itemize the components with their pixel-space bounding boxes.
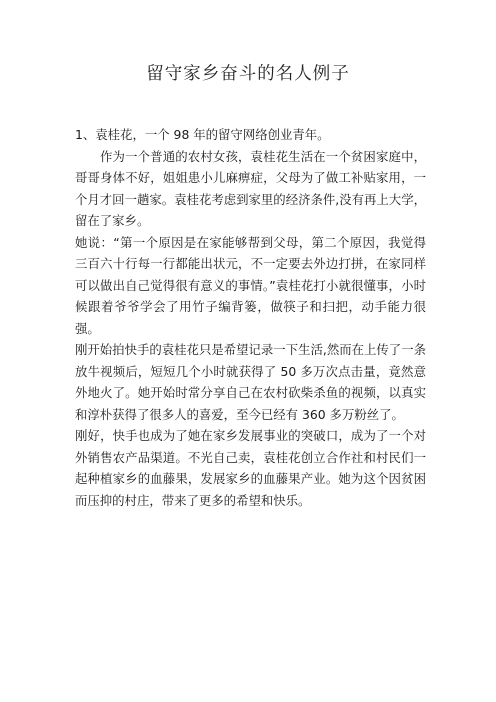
body-paragraph: 作为一个普通的农村女孩，袁桂花生活在一个贫困家庭中，哥哥身体不好，姐姐患小儿麻痹症，父母为了做工补贴家用，一个月才回一趟家。袁桂花考虑到家里的经济条件,没有再上大学，留在了家乡。: [75, 148, 426, 228]
body-paragraph: 刚好，快手也成为了她在家乡发展事业的突破口，成为了一个对外销售农产品渠道。不光自己卖，袁桂花创立合作社和村民们一起种植家乡的血藤果，发展家乡的血藤果产业。她为这个因贫困而压抑的村庄，带来了更多的希望和快乐。: [75, 428, 426, 508]
section-heading: 1、袁桂花，一个 98 年的留守网络创业青年。: [75, 127, 330, 142]
document-body: [75, 124, 426, 511]
body-paragraph: 刚开始拍快手的袁桂花只是希望记录一下生活,然而在上传了一条放牛视频后，短短几个小时就获得了 50 多万次点击量，竟然意外地火了。她开始时常分享自己在农村砍柴杀鱼的视频，以真实和淳朴获得了很多人的喜爱，至今已经有 360 多万粉丝了。: [75, 342, 426, 422]
body-paragraph: 她说：“第一个原因是在家能够帮到父母，第二个原因，我觉得三百六十行每一行都能出状元，不一定要去外边打拼，在家同样可以做出自己觉得很有意义的事情。”袁桂花打小就很懂事，小时候跟着爷爷学会了用竹子编背篓，做筷子和扫把，动手能力很强。: [75, 234, 426, 336]
document-title: 留守家乡奋斗的名人例子: [146, 64, 350, 84]
